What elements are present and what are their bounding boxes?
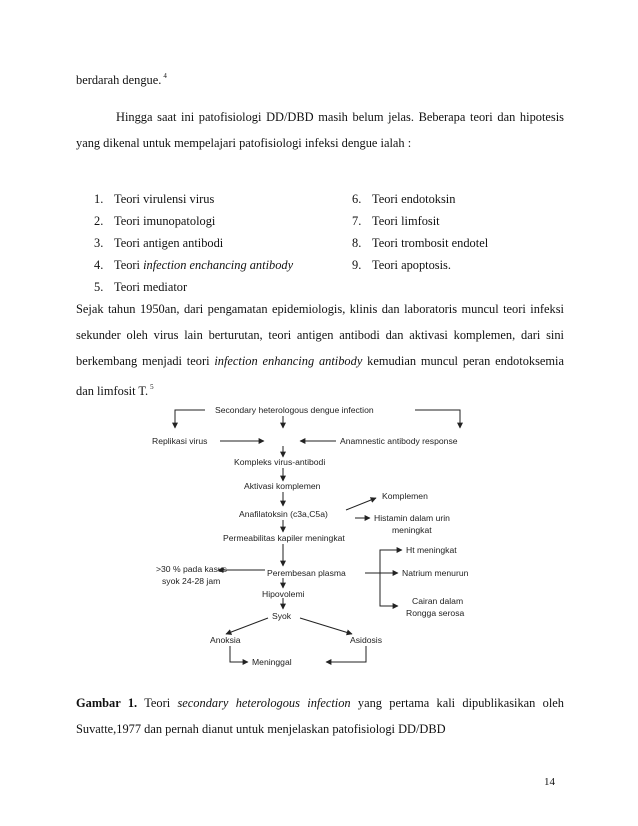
list-number: 9. <box>352 258 362 272</box>
arrow-to-ht <box>365 550 402 573</box>
node-kompleks-virus-antibodi: Kompleks virus-antibodi <box>234 457 326 467</box>
node-anoksia: Anoksia <box>210 635 241 645</box>
list-text: Teori mediator <box>114 280 188 294</box>
page-number: 14 <box>544 776 555 788</box>
node-perembesan-plasma: Perembesan plasma <box>267 568 346 578</box>
list-number: 7. <box>352 214 362 228</box>
arrow-to-cairan <box>380 573 398 606</box>
list-number: 4. <box>94 258 104 272</box>
arrow-anoksia-meninggal <box>230 646 248 662</box>
list-text: Teori <box>114 258 144 272</box>
caption-line-1 <box>76 690 564 716</box>
node-syok: Syok <box>272 611 292 621</box>
paragraph-2-line-2: sekunder oleh virus lain berturutan, teori antigen antibodi dan aktivasi komplemen, dari sini <box>76 328 564 342</box>
node-ht-meningkat: Ht meningkat <box>406 545 457 555</box>
list-text: Teori limfosit <box>372 214 440 228</box>
list-text: Teori antigen antibodi <box>114 236 224 250</box>
list-item <box>352 192 455 207</box>
intro-line <box>76 72 167 88</box>
arrow-top-left <box>175 410 205 428</box>
node-meninggal: Meninggal <box>252 657 292 667</box>
node-syok-percent: >30 % pada kasus <box>156 564 227 574</box>
paragraph-2-line-3-pre: berkembang menjadi teori <box>76 354 215 368</box>
caption-label: Gambar 1. <box>76 696 138 710</box>
node-cairan-dalam: Cairan dalam <box>412 596 464 606</box>
node-anamnestic-antibody: Anamnestic antibody response <box>340 436 458 446</box>
paragraph-1 <box>76 104 564 156</box>
node-asidosis: Asidosis <box>350 635 382 645</box>
node-hipovolemi: Hipovolemi <box>262 589 305 599</box>
figure-caption <box>76 690 564 742</box>
list-number: 6. <box>352 192 362 206</box>
list-item <box>352 258 451 273</box>
paragraph-2-line-3-italic: infection enhancing antibody <box>214 354 363 368</box>
node-replikasi-virus: Replikasi virus <box>152 436 208 446</box>
arrow-top-right <box>415 410 460 428</box>
list-text: Teori imunopatologi <box>114 214 216 228</box>
pathophysiology-flow-diagram <box>140 398 510 683</box>
list-item <box>352 214 440 229</box>
caption-post: yang pertama kali dipublikasikan oleh <box>350 696 564 710</box>
node-anafilatoksin: Anafilatoksin (c3a,C5a) <box>239 509 328 519</box>
paragraph-2-line-1: Sejak tahun 1950an, dari pengamatan epidemiologis, klinis dan laboratoris muncul teori infeksi <box>76 302 564 316</box>
arrow-asidosis-meninggal <box>326 646 366 662</box>
list-number: 1. <box>94 192 104 206</box>
reference-5: 5 <box>150 383 154 391</box>
caption-pre: Teori <box>137 696 178 710</box>
paragraph-2-line-3-post: kemudian muncul peran endotoksemia <box>362 354 564 368</box>
arrow-to-anoksia <box>226 618 268 634</box>
list-text-italic: infection enchancing antibody <box>143 258 294 272</box>
list-item <box>94 214 215 229</box>
arrow-to-komplemen <box>346 498 376 510</box>
node-rongga-serosa: Rongga serosa <box>406 608 465 618</box>
node-histamin: Histamin dalam urin <box>374 513 450 523</box>
list-item <box>352 236 488 251</box>
list-text: Teori virulensi virus <box>114 192 215 206</box>
node-natrium-menurun: Natrium menurun <box>402 568 469 578</box>
list-text: Teori trombosit endotel <box>372 236 489 250</box>
list-text: Teori endotoksin <box>372 192 456 206</box>
diagram-labels <box>152 405 469 667</box>
paragraph-2 <box>76 296 564 404</box>
arrow-to-asidosis <box>300 618 352 634</box>
node-aktivasi-komplemen: Aktivasi komplemen <box>244 481 321 491</box>
caption-italic: secondary heterologous infection <box>177 696 351 710</box>
node-secondary-infection: Secondary heterologous dengue infection <box>215 405 374 415</box>
list-item <box>94 236 223 251</box>
list-text: Teori apoptosis. <box>372 258 451 272</box>
node-syok-hours: syok 24-28 jam <box>162 576 221 586</box>
intro-text: berdarah dengue. <box>76 73 162 87</box>
node-permeabilitas-kapiler: Permeabilitas kapiler meningkat <box>223 533 345 543</box>
node-komplemen: Komplemen <box>382 491 428 501</box>
list-item <box>94 280 187 295</box>
list-item <box>94 258 293 273</box>
node-histamin-meningkat: meningkat <box>392 525 432 535</box>
list-item <box>94 192 214 207</box>
paragraph-1-line-1: Hingga saat ini patofisiologi DD/DBD masih belum jelas. Beberapa teori dan hipotesis <box>116 110 564 124</box>
paragraph-2-line-4-text: dan limfosit T. <box>76 384 149 398</box>
paragraph-2-line-3 <box>76 348 564 374</box>
caption-line-2: Suvatte,1977 dan pernah dianut untuk menjelaskan patofisiologi DD/DBD <box>76 722 446 736</box>
list-number: 5. <box>94 280 104 294</box>
paragraph-1-line-2: yang dikenal untuk mempelajari patofisiologi infeksi dengue ialah : <box>76 136 412 150</box>
list-number: 8. <box>352 236 362 250</box>
list-number: 2. <box>94 214 104 228</box>
reference-4: 4 <box>163 72 167 80</box>
list-number: 3. <box>94 236 104 250</box>
